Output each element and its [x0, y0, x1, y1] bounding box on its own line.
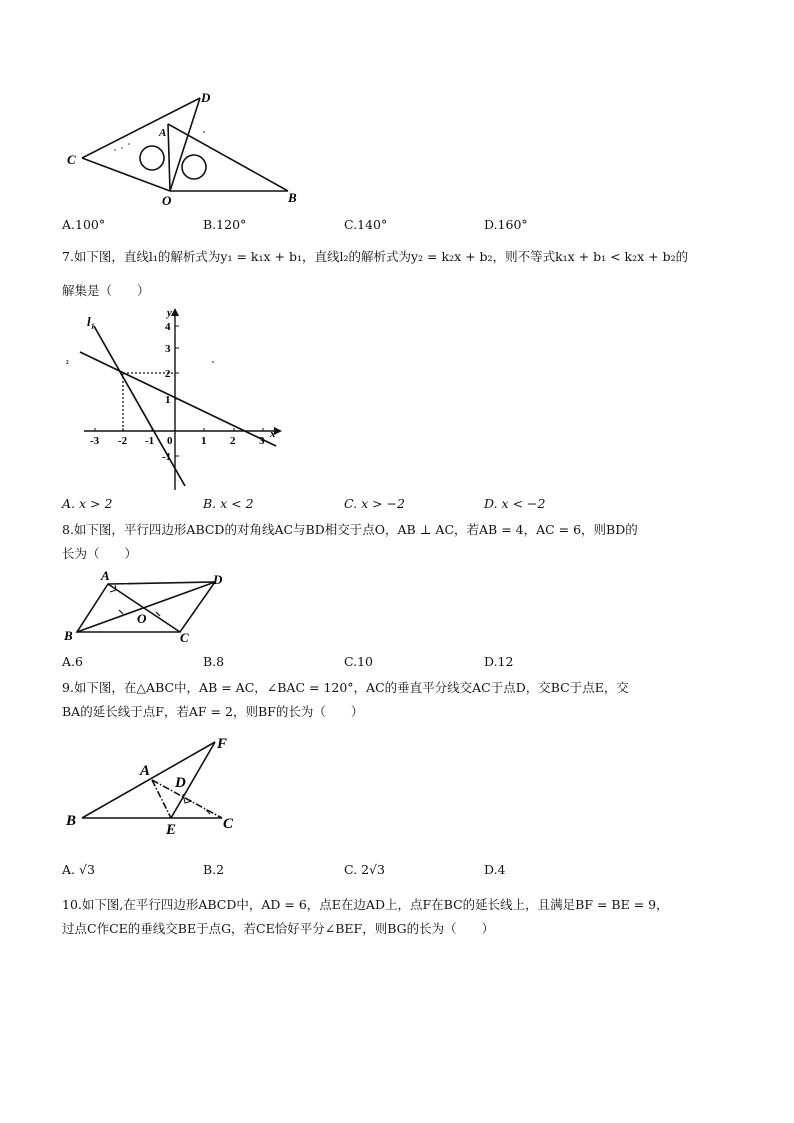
q8-option-a: A.6 — [62, 654, 83, 669]
q9-label-f: F — [217, 736, 228, 752]
q7-question-line2: 解集是（ ） — [62, 283, 150, 298]
q7-y-axis-label: y — [167, 307, 172, 319]
q7-x-tick: -3 — [90, 435, 100, 447]
q7-y-tick: 3 — [165, 343, 171, 355]
q7-question-line1: 7.如下图，直线l₁的解析式为y₁ = k₁x + b₁，直线l₂的解析式为y₂ = k₂x + b₂，则不等式k₁x + b₁ < k₂x + b₂的 — [62, 249, 689, 264]
q7-x-tick: -1 — [145, 435, 155, 447]
q7-l1-label: l₁ — [87, 314, 96, 329]
q7-x-tick: 3 — [259, 435, 265, 447]
q7-option-c: C. x > −2 — [344, 496, 405, 511]
q7-y-tick: 1 — [165, 394, 171, 406]
q7-x-tick: 1 — [201, 435, 207, 447]
q9-option-d: D.4 — [484, 862, 506, 877]
q7-y-tick: -1 — [162, 451, 172, 463]
q7-origin-label: 0 — [167, 435, 173, 447]
q7-graph — [60, 306, 290, 494]
q7-l2-label: ₂ — [66, 354, 69, 364]
q9-label-a: A — [140, 763, 151, 779]
q8-label-c: C — [180, 630, 189, 645]
q10-question-line2: 过点C作CE的垂线交BE于点G，若CE恰好平分∠BEF，则BG的长为（ ） — [62, 921, 495, 936]
q7-option-a: A. x > 2 — [62, 496, 113, 511]
q7-y-tick: 2 — [165, 368, 171, 380]
q7-y-tick: 4 — [165, 321, 171, 333]
q8-option-b: B.8 — [203, 654, 225, 669]
q6-option-d: D.160° — [484, 217, 528, 232]
q8-option-c: C.10 — [344, 654, 373, 669]
q8-label-d: D — [213, 572, 223, 587]
q6-label-o: O — [162, 193, 172, 208]
q6-option-a: A.100° — [62, 217, 106, 232]
q9-label-c: C — [223, 816, 234, 832]
q8-figure — [60, 570, 240, 645]
q8-question-line2: 长为（ ） — [62, 546, 138, 561]
q6-label-c: C — [67, 152, 76, 167]
q10-question-line1: 10.如下图,在平行四边形ABCD中，AD = 6，点E在边AD上，点F在BC的延长线上，且满足BF = BE = 9， — [62, 897, 669, 912]
q9-label-d: D — [175, 775, 186, 791]
q8-label-o: O — [137, 611, 147, 626]
q8-label-b: B — [64, 628, 73, 643]
q8-label-a: A — [101, 570, 110, 583]
q9-question-line1: 9.如下图，在△ABC中，AB = AC，∠BAC = 120°，AC的垂直平分线交AC于点D，交BC于点E，交 — [62, 680, 629, 695]
q6-figure — [60, 88, 310, 210]
q8-option-d: D.12 — [484, 654, 514, 669]
q8-question-line1: 8.如下图，平行四边形ABCD的对角线AC与BD相交于点O，AB ⊥ AC，若AB = 4，AC = 6，则BD的 — [62, 522, 638, 537]
q6-label-b: B — [288, 190, 297, 205]
q9-figure — [60, 730, 245, 842]
q6-option-b: B.120° — [203, 217, 247, 232]
q7-x-axis-label: x — [270, 428, 276, 440]
q9-option-c: C. 2√3 — [344, 862, 385, 877]
q6-label-a: A — [159, 127, 167, 139]
q9-label-b: B — [66, 813, 77, 829]
q7-x-tick: 2 — [230, 435, 236, 447]
q6-label-d: D — [201, 90, 211, 105]
q9-option-a: A. √3 — [62, 862, 95, 877]
q9-question-line2: BA的延长线于点F，若AF = 2，则BF的长为（ ） — [62, 704, 364, 719]
q9-option-b: B.2 — [203, 862, 225, 877]
q6-option-c: C.140° — [344, 217, 388, 232]
q7-option-b: B. x < 2 — [203, 496, 254, 511]
q7-option-d: D. x < −2 — [484, 496, 546, 511]
q9-label-e: E — [166, 822, 177, 838]
q7-x-tick: -2 — [118, 435, 128, 447]
